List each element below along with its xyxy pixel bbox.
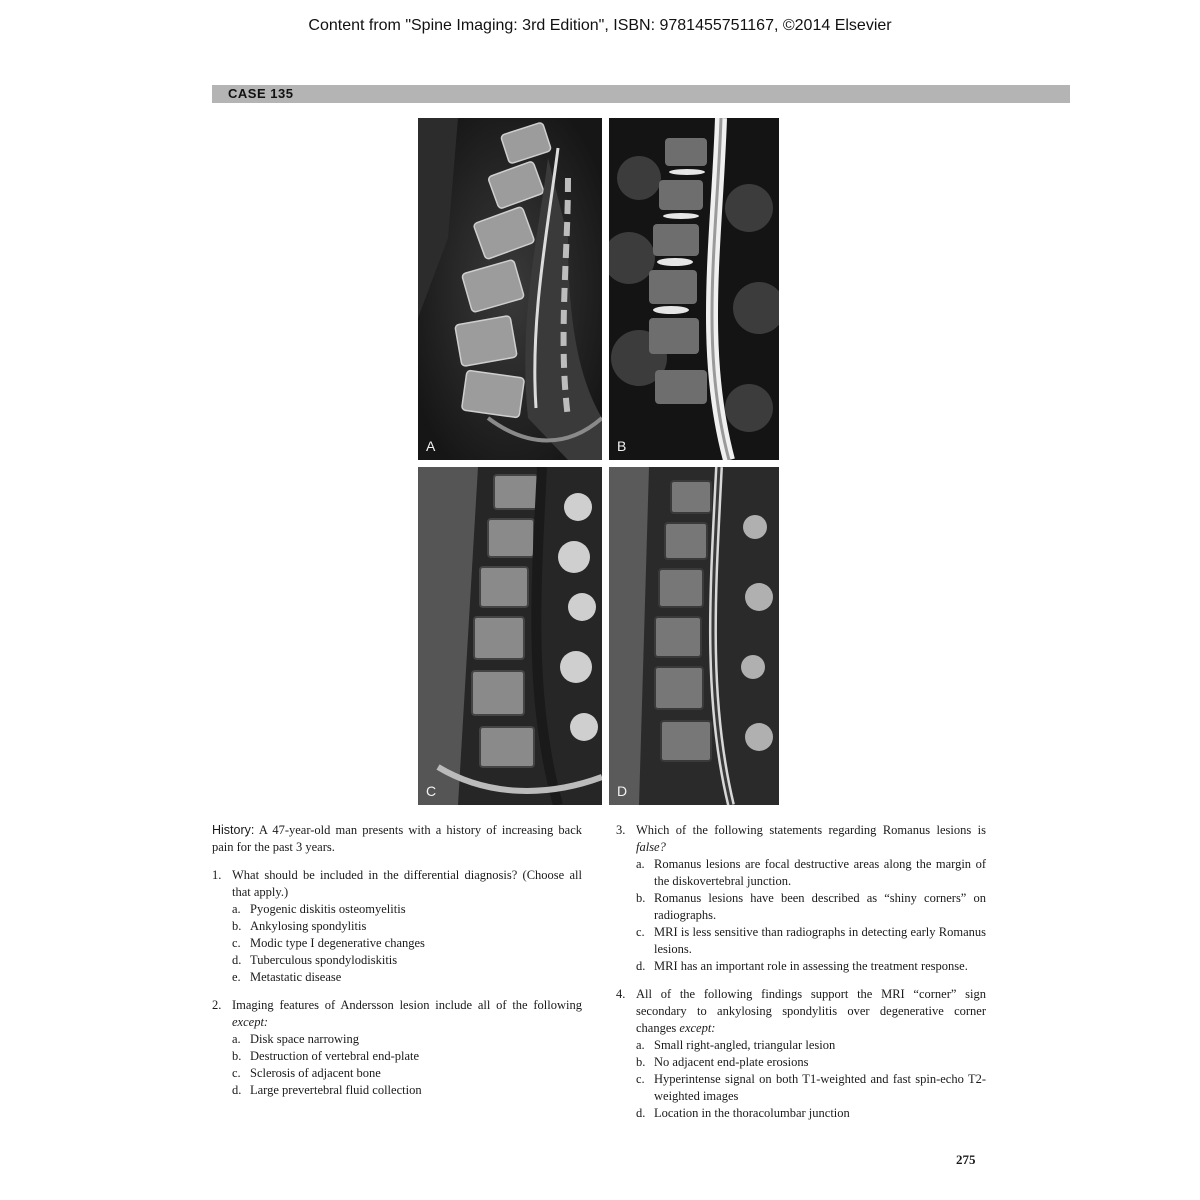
option-text: Large prevertebral fluid collection	[250, 1083, 422, 1097]
history-text: A 47-year-old man presents with a history of increasing back pain for the past 3 years.	[212, 823, 582, 854]
option-text: Romanus lesions are focal destructive areas along the margin of the diskovertebral junction.	[654, 857, 986, 888]
option-item	[636, 1054, 986, 1071]
question-2	[212, 997, 582, 1099]
question-number: 4.	[616, 987, 626, 1001]
option-letter: b.	[636, 891, 646, 905]
option-letter: d.	[636, 1106, 646, 1120]
option-text: No adjacent end-plate erosions	[654, 1055, 809, 1069]
option-text: Modic type I degenerative changes	[250, 936, 425, 950]
panel-letter-d: D	[617, 783, 628, 799]
figure-panel-d	[609, 467, 779, 805]
option-text: Pyogenic diskitis osteomyelitis	[250, 902, 406, 916]
ct-spine-image	[418, 118, 602, 460]
option-letter: d.	[232, 953, 242, 967]
option-item	[232, 935, 582, 952]
option-letter: a.	[232, 902, 241, 916]
option-list	[636, 1037, 986, 1122]
question-text	[636, 822, 986, 856]
question-stem: Imaging features of Andersson lesion include all of the following	[232, 998, 582, 1012]
question-text	[232, 997, 582, 1031]
figure-panel-a	[418, 118, 602, 460]
question-emphasis: false?	[636, 840, 666, 854]
option-item	[232, 901, 582, 918]
option-letter: d.	[636, 959, 646, 973]
option-item	[232, 1065, 582, 1082]
option-text: Disk space narrowing	[250, 1032, 359, 1046]
option-item	[636, 1105, 986, 1122]
panel-letter-c: C	[426, 783, 437, 799]
figure-panel-b	[609, 118, 779, 460]
option-item	[232, 952, 582, 969]
t1-mri-image	[418, 467, 602, 805]
option-item	[636, 924, 986, 958]
question-stem: Which of the following statements regarding Romanus lesions is	[636, 823, 986, 837]
option-text: Metastatic disease	[250, 970, 342, 984]
source-attribution: Content from "Spine Imaging: 3rd Edition", ISBN: 9781455751167, ©2014 Elsevier	[308, 17, 892, 34]
option-item	[232, 1031, 582, 1048]
option-letter: c.	[636, 925, 645, 939]
history-paragraph	[212, 822, 582, 856]
case-header-bar	[212, 85, 1070, 103]
question-stem: All of the following findings support the MRI “corner” sign secondary to ankylosing spondylitis over degenerative corner changes	[636, 987, 986, 1035]
option-letter: a.	[232, 1032, 241, 1046]
right-text-column	[616, 822, 986, 1133]
option-text: Small right-angled, triangular lesion	[654, 1038, 836, 1052]
history-label: History:	[212, 823, 255, 837]
option-text: Destruction of vertebral end-plate	[250, 1049, 420, 1063]
left-text-column	[212, 822, 582, 1110]
option-letter: b.	[232, 919, 242, 933]
question-text	[636, 986, 986, 1037]
option-item	[232, 1082, 582, 1099]
panel-letter-a: A	[426, 438, 436, 454]
option-text: Hyperintense signal on both T1-weighted and fast spin-echo T2-weighted images	[654, 1072, 986, 1103]
question-number: 3.	[616, 823, 626, 837]
option-text: Location in the thoracolumbar junction	[654, 1106, 850, 1120]
option-letter: e.	[232, 970, 241, 984]
t2-mri-image	[609, 118, 779, 460]
option-letter: b.	[636, 1055, 646, 1069]
option-letter: a.	[636, 857, 645, 871]
option-list	[232, 901, 582, 986]
option-list	[636, 856, 986, 975]
option-text: MRI is less sensitive than radiographs in detecting early Romanus lesions.	[654, 925, 986, 956]
option-letter: a.	[636, 1038, 645, 1052]
question-1	[212, 867, 582, 986]
option-letter: d.	[232, 1083, 242, 1097]
option-list	[232, 1031, 582, 1099]
contrast-mri-image	[609, 467, 779, 805]
option-item	[636, 1037, 986, 1054]
question-emphasis: except:	[232, 1015, 269, 1029]
question-text: What should be included in the differential diagnosis? (Choose all that apply.)	[232, 868, 582, 899]
option-text: Sclerosis of adjacent bone	[250, 1066, 381, 1080]
figure-panel-c	[418, 467, 602, 805]
page-number: 275	[956, 1152, 976, 1167]
option-item	[232, 969, 582, 986]
option-item	[232, 918, 582, 935]
option-item	[636, 890, 986, 924]
option-letter: c.	[636, 1072, 645, 1086]
option-item	[636, 1071, 986, 1105]
option-letter: c.	[232, 1066, 241, 1080]
question-3	[616, 822, 986, 975]
option-letter: b.	[232, 1049, 242, 1063]
option-item	[232, 1048, 582, 1065]
case-label: CASE 135	[228, 86, 294, 101]
question-number: 1.	[212, 868, 222, 882]
option-item	[636, 958, 986, 975]
panel-letter-b: B	[617, 438, 627, 454]
option-item	[636, 856, 986, 890]
question-4	[616, 986, 986, 1122]
option-text: Romanus lesions have been described as “shiny corners” on radiographs.	[654, 891, 986, 922]
option-text: MRI has an important role in assessing the treatment response.	[654, 959, 968, 973]
option-letter: c.	[232, 936, 241, 950]
question-number: 2.	[212, 998, 222, 1012]
option-text: Ankylosing spondylitis	[250, 919, 367, 933]
option-text: Tuberculous spondylodiskitis	[250, 953, 398, 967]
question-emphasis: except:	[679, 1021, 716, 1035]
